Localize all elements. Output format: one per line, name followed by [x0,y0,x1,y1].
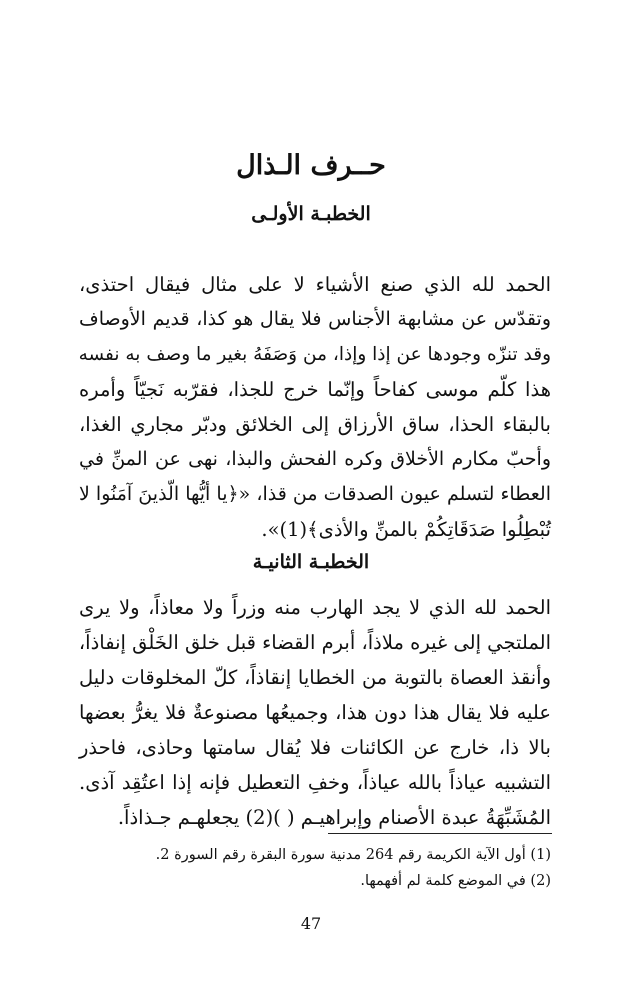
footnote-divider [328,833,552,834]
footnotes [111,842,551,894]
text-line: وتقدّس عن مشابهة الأجناس فلا يقال هو كذا، قديم الأوصاف [79,308,551,330]
text-line: عليه فلا يقال هذا دون هذا، وجميعُها مصنوعةٌ فلا يغرُّ بعضها [79,701,551,724]
footnote-2: (2) في الموضع كلمة لم أفهمها. [360,873,551,889]
chapter-heading: حــرف الـذال [236,150,386,181]
text-line: بالبقاء الحذا، ساق الأرزاق إلى الخلائق ودبّر مجاري الغذا، [79,413,551,436]
second-sermon-paragraph [79,590,551,835]
text-line: وأنقذ العصاة بالتوبة من الخطايا إنقاذاً، كلّ المخلوقات دليل [79,666,551,689]
text-line: العطاء لتسلم عيون الصدقات من قذا، «﴿يا أيُّها الّذينَ آمَنُوا لا [79,483,551,505]
text-line: وقد تنزّه وجودها عن إذا وإذا، من وَصَفَهُ بغير ما وصف به نفسه [78,344,551,365]
page-number: 47 [300,914,322,933]
text-line: بالا ذا، خارج عن الكائنات فلا يُقال سامتها وحاذى، فاحذر [79,736,551,759]
footnote-1: (1) أول الآية الكريمة رقم 264 مدنية سورة البقرة رقم السورة 2. [155,847,551,863]
text-line: وأحبّ مكارم الأخلاق وكره الفحش والبذا، نهى عن المنِّ في [79,448,551,470]
text-line: التشبيه عياذاً بالله عياذاً، وخفِ التعطيل فإنه إذا اعتُقِد آذى. [79,771,551,794]
section-title-first-sermon: الخطبـة الأولـى [251,203,371,225]
section-title-second-sermon: الخطبـة الثانيـة [252,551,370,573]
text-line: هذا كلّم موسى كفاحاً وإنّما خرج للجذا، فقرّبه نَجيّاً وأمره [79,378,551,401]
text-line: الحمد لله الذي صنع الأشياء لا على مثال فيقال احتذى، [79,273,551,296]
text-line: المُشَبِّهَةُ عبدة الأصنام وإبراهيـم ( )(2) يجعلهـم جـذاذاً. [117,806,551,829]
text-line: الملتجي إلى غيره ملاذاً، أبرم القضاء قبل خلق الخَلْق إنفاذاً، [78,631,551,654]
text-line: تُبْطِلُوا صَدَقَاتِكُمْ بالمنِّ والأذى﴾(1)». [261,518,551,541]
text-line: الحمد لله الذي لا يجد الهارب منه وزراً ولا معاذاً، ولا يرى [79,596,551,619]
first-sermon-paragraph [79,267,551,547]
